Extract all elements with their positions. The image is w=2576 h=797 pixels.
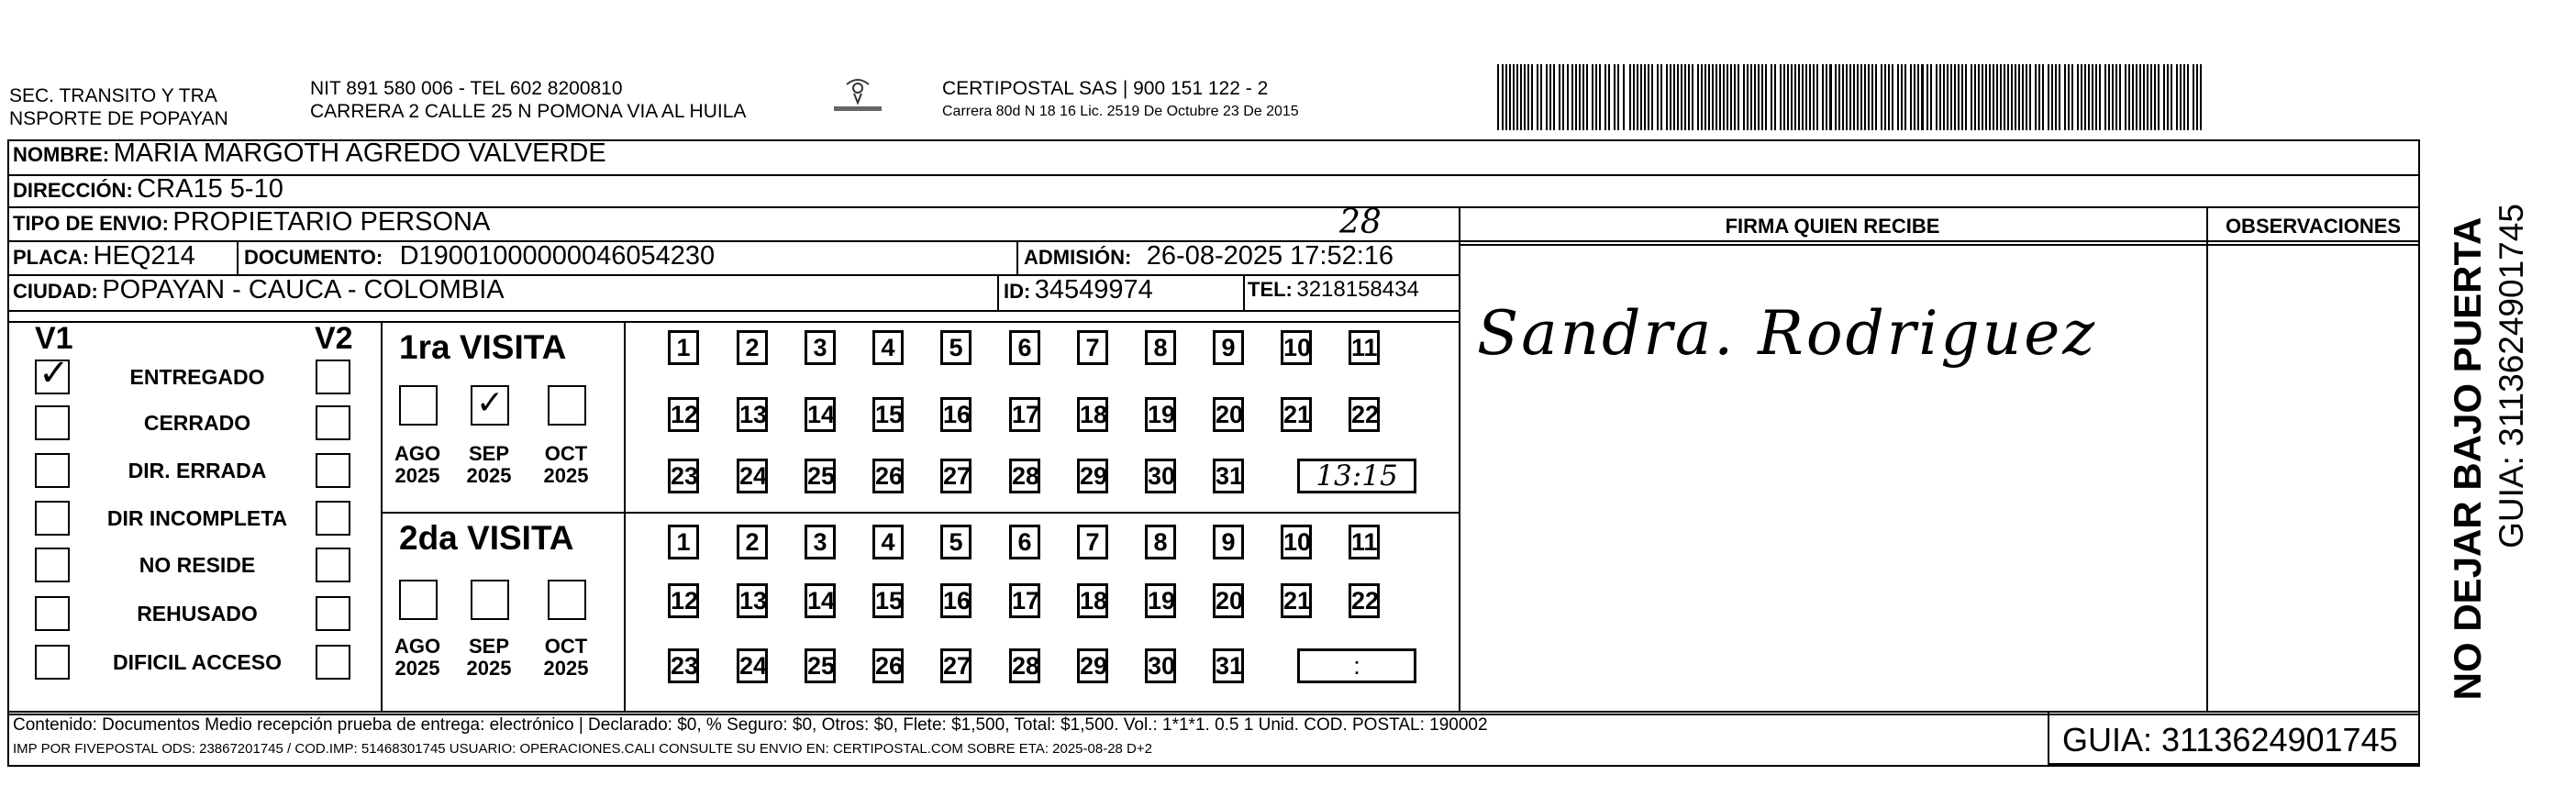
day-box[interactable]: 12 — [668, 397, 699, 432]
day-box[interactable]: 20 — [1213, 583, 1244, 618]
v1-checkbox[interactable] — [35, 501, 70, 536]
day-box[interactable]: 2 — [737, 525, 768, 559]
month-year: 2025 — [543, 657, 589, 680]
direccion-value: CRA15 5-10 — [137, 174, 283, 204]
month-label — [390, 443, 445, 487]
nombre-value: MARIA MARGOTH AGREDO VALVERDE — [113, 138, 606, 168]
direccion-row — [13, 174, 283, 205]
placa-label: PLACA: — [13, 246, 90, 269]
day-box[interactable]: 5 — [940, 330, 972, 365]
side-guia: GUIA: 3113624901745 — [2493, 204, 2530, 548]
day-box[interactable]: 30 — [1145, 459, 1176, 493]
day-box[interactable]: 15 — [872, 397, 904, 432]
v2-checkbox[interactable] — [316, 501, 350, 536]
day-box[interactable]: 26 — [872, 459, 904, 493]
month-label — [539, 443, 594, 487]
day-box[interactable]: 1 — [668, 525, 699, 559]
ciudad-label: CIUDAD: — [13, 280, 98, 303]
day-box[interactable]: 22 — [1349, 397, 1380, 432]
admision-value: 26-08-2025 17:52:16 — [1146, 241, 1394, 271]
day-box[interactable]: 6 — [1009, 330, 1040, 365]
handwritten-number: 28 — [1339, 204, 1382, 241]
day-box[interactable]: 20 — [1213, 397, 1244, 432]
sender-name — [9, 84, 228, 130]
day-box[interactable]: 11 — [1349, 330, 1380, 365]
day-box[interactable]: 13 — [737, 397, 768, 432]
status-label: DIR INCOMPLETA — [106, 506, 288, 530]
v1-label: V1 — [35, 321, 73, 356]
footer-guia: GUIA: 3113624901745 — [2062, 721, 2398, 758]
day-box[interactable]: 18 — [1077, 397, 1108, 432]
day-box[interactable]: 27 — [940, 648, 972, 683]
v2-checkbox[interactable] — [316, 548, 350, 582]
day-box[interactable]: 16 — [940, 397, 972, 432]
v1-checkbox[interactable] — [35, 405, 70, 440]
status-label: REHUSADO — [137, 602, 258, 625]
day-box[interactable]: 3 — [805, 525, 836, 559]
day-box[interactable]: 31 — [1213, 648, 1244, 683]
day-box[interactable]: 29 — [1077, 648, 1108, 683]
nombre-label: NOMBRE: — [13, 143, 110, 166]
placa-value: HEQ214 — [93, 241, 195, 271]
day-box[interactable]: 14 — [805, 583, 836, 618]
day-box[interactable]: 14 — [805, 397, 836, 432]
nit-line-2: CARRERA 2 CALLE 25 N POMONA VIA AL HUILA — [310, 101, 747, 122]
status-label: NO RESIDE — [139, 553, 256, 577]
ciudad-value: POPAYAN - CAUCA - COLOMBIA — [102, 275, 505, 304]
month-checkbox[interactable] — [399, 385, 438, 426]
day-box[interactable]: 25 — [805, 459, 836, 493]
month-name: AGO — [394, 635, 441, 658]
v2-checkbox[interactable] — [316, 453, 350, 488]
day-box[interactable]: 27 — [940, 459, 972, 493]
documento-value: D19001000000046054230 — [399, 241, 716, 271]
day-box[interactable]: 4 — [872, 525, 904, 559]
month-name: SEP — [468, 442, 510, 465]
day-box[interactable]: 5 — [940, 525, 972, 559]
direccion-label: DIRECCIÓN: — [13, 179, 133, 202]
v2-label: V2 — [315, 321, 353, 356]
time-box[interactable]: 13:15 — [1297, 459, 1416, 493]
v2-checkbox[interactable] — [316, 405, 350, 440]
v1-checkbox[interactable] — [35, 645, 70, 680]
checkmark-icon: ✓ — [39, 353, 70, 393]
day-box[interactable]: 3 — [805, 330, 836, 365]
day-box[interactable]: 23 — [668, 648, 699, 683]
company-line-1: CERTIPOSTAL SAS | 900 151 122 - 2 — [942, 78, 1269, 99]
day-box[interactable]: 8 — [1145, 330, 1176, 365]
ciudad-row — [13, 275, 505, 305]
day-box[interactable]: 4 — [872, 330, 904, 365]
second-visit-label: 2da VISITA — [399, 519, 574, 557]
day-box[interactable]: 13 — [737, 583, 768, 618]
firma-label: FIRMA QUIEN RECIBE — [1725, 215, 1940, 238]
company-line-2: Carrera 80d N 18 16 Lic. 2519 De Octubre 23 De 2015 — [942, 104, 1299, 119]
day-box[interactable]: 11 — [1349, 525, 1380, 559]
month-label — [390, 636, 445, 680]
status-label: DIR. ERRADA — [128, 459, 267, 482]
day-box[interactable]: 24 — [737, 648, 768, 683]
day-box[interactable]: 17 — [1009, 583, 1040, 618]
status-label: ENTREGADO — [129, 365, 265, 389]
month-year: 2025 — [466, 657, 512, 680]
month-checkbox[interactable] — [471, 580, 509, 620]
documento-row — [244, 241, 715, 271]
month-name: OCT — [544, 635, 588, 658]
tel-value: 3218158434 — [1296, 277, 1419, 302]
id-label: ID: — [1004, 280, 1031, 303]
id-row — [1004, 275, 1153, 305]
day-box[interactable]: 2 — [737, 330, 768, 365]
admision-row — [1024, 241, 1393, 271]
day-box[interactable]: 25 — [805, 648, 836, 683]
day-box[interactable]: 29 — [1077, 459, 1108, 493]
tipo-label: TIPO DE ENVIO: — [13, 212, 169, 235]
nombre-row — [13, 138, 606, 169]
company-logo-icon — [830, 72, 885, 117]
month-name: SEP — [468, 635, 510, 658]
footer-line-2: IMP POR FIVEPOSTAL ODS: 23867201745 / COD.IMP: 51468301745 USUARIO: OPERACIONES.CALI CONSULTE SU ENVIO EN: CERTIPOSTAL.COM SOBRE ETA: 2025-08-28 D+2 — [13, 741, 1152, 757]
day-box[interactable]: 7 — [1077, 330, 1108, 365]
day-box[interactable]: 9 — [1213, 330, 1244, 365]
month-name: AGO — [394, 442, 441, 465]
tel-row — [1248, 277, 1419, 303]
day-box[interactable]: 28 — [1009, 459, 1040, 493]
tipo-row — [13, 207, 490, 238]
sender-nit — [310, 77, 746, 123]
tipo-value: PROPIETARIO PERSONA — [172, 207, 491, 237]
month-checkbox[interactable] — [548, 385, 586, 426]
admision-label: ADMISIÓN: — [1024, 246, 1132, 269]
v1-checkbox[interactable] — [35, 596, 70, 631]
day-box[interactable]: 26 — [872, 648, 904, 683]
company-info — [942, 77, 1299, 123]
status-label: CERRADO — [143, 411, 251, 435]
sender-line-2: NSPORTE DE POPAYAN — [9, 108, 228, 129]
month-year: 2025 — [394, 657, 440, 680]
day-box[interactable]: 31 — [1213, 459, 1244, 493]
status-label: DIFICIL ACCESO — [112, 650, 282, 674]
day-box[interactable]: 10 — [1281, 330, 1312, 365]
day-box[interactable]: 16 — [940, 583, 972, 618]
month-year: 2025 — [466, 464, 512, 487]
v2-checkbox[interactable] — [316, 360, 350, 394]
footer-line-1: Contenido: Documentos Medio recepción prueba de entrega: electrónico | Declarado: $0, % Seguro: $0, Otros: $0, Flete: $1,500, Total: $1,500. Vol.: 1*1*1. 0.5 1 Unid. COD. POSTAL: 190002 — [13, 715, 1488, 735]
handwritten-signature: Sandra. Rodriguez — [1477, 298, 2098, 369]
day-box[interactable]: 28 — [1009, 648, 1040, 683]
id-value: 34549974 — [1034, 275, 1153, 304]
month-checkbox[interactable] — [548, 580, 586, 620]
v2-checkbox[interactable] — [316, 596, 350, 631]
day-box[interactable]: 22 — [1349, 583, 1380, 618]
observaciones-label: OBSERVACIONES — [2225, 215, 2402, 238]
no-dejar-bajo-puerta: NO DEJAR BAJO PUERTA — [2446, 216, 2489, 701]
day-box[interactable]: 1 — [668, 330, 699, 365]
day-box[interactable]: 15 — [872, 583, 904, 618]
v1-checkbox[interactable] — [35, 453, 70, 488]
day-box[interactable]: 21 — [1281, 397, 1312, 432]
day-box[interactable]: 24 — [737, 459, 768, 493]
day-box[interactable]: 23 — [668, 459, 699, 493]
month-name: OCT — [544, 442, 588, 465]
day-box[interactable]: 21 — [1281, 583, 1312, 618]
day-box[interactable]: 10 — [1281, 525, 1312, 559]
nit-line-1: NIT 891 580 006 - TEL 602 8200810 — [310, 78, 623, 99]
v1-checkbox[interactable] — [35, 548, 70, 582]
day-box[interactable]: 6 — [1009, 525, 1040, 559]
day-box[interactable]: 12 — [668, 583, 699, 618]
barcode — [1497, 64, 2209, 130]
day-box[interactable]: 8 — [1145, 525, 1176, 559]
first-visit-label: 1ra VISITA — [399, 328, 567, 366]
day-box[interactable]: 18 — [1077, 583, 1108, 618]
time-box[interactable]: : — [1297, 648, 1416, 683]
v2-checkbox[interactable] — [316, 645, 350, 680]
month-year: 2025 — [543, 464, 589, 487]
checkmark-icon: ✓ — [476, 383, 505, 421]
sender-line-1: SEC. TRANSITO Y TRA — [9, 85, 217, 106]
day-box[interactable]: 19 — [1145, 397, 1176, 432]
tel-label: TEL: — [1248, 278, 1293, 301]
day-box[interactable]: 7 — [1077, 525, 1108, 559]
placa-row — [13, 241, 195, 271]
documento-label: DOCUMENTO: — [244, 246, 383, 269]
month-label — [539, 636, 594, 680]
month-label — [461, 443, 516, 487]
month-label — [461, 636, 516, 680]
day-box[interactable]: 17 — [1009, 397, 1040, 432]
day-box[interactable]: 19 — [1145, 583, 1176, 618]
month-checkbox[interactable] — [399, 580, 438, 620]
month-year: 2025 — [394, 464, 440, 487]
day-box[interactable]: 30 — [1145, 648, 1176, 683]
day-box[interactable]: 9 — [1213, 525, 1244, 559]
